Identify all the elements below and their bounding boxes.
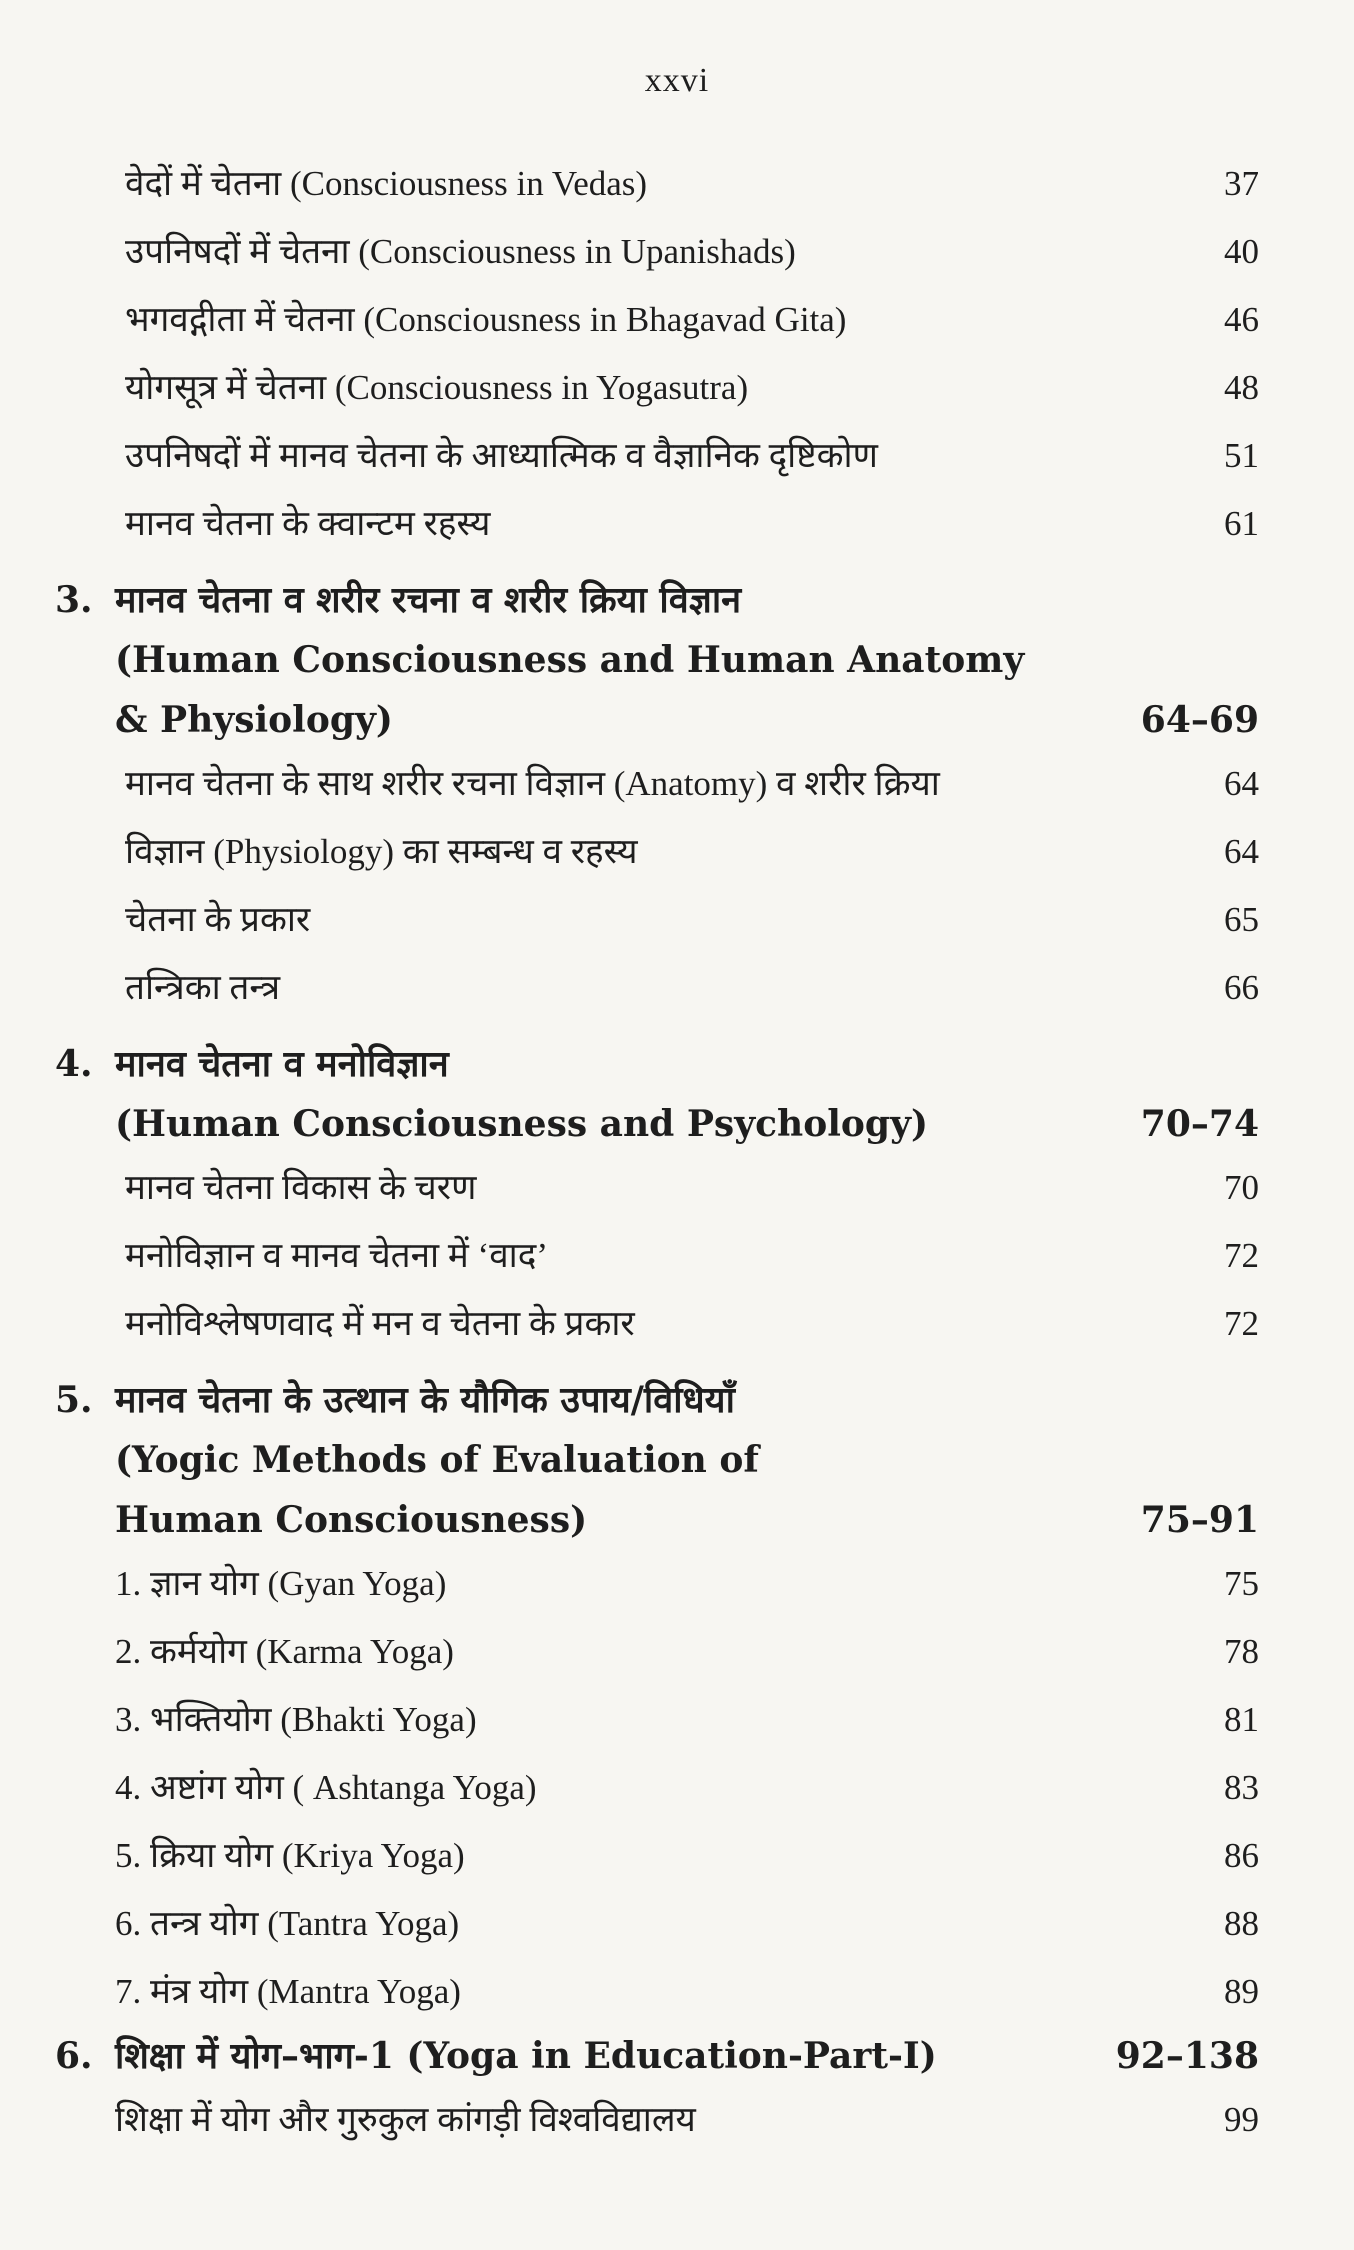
toc-entry xyxy=(0,354,1354,422)
chapter-page-range: 64–69 xyxy=(1140,699,1259,741)
entry-page: 86 xyxy=(1224,1836,1259,1875)
entry-title: 7. मंत्र योग (Mantra Yoga) xyxy=(115,1972,461,2011)
toc-entry xyxy=(0,1222,1354,1290)
entry-page: 61 xyxy=(1224,504,1259,543)
entry-title: 3. भक्तियोग (Bhakti Yoga) xyxy=(115,1700,477,1739)
toc-entry xyxy=(0,1550,1354,1618)
chapter-page-range: 70–74 xyxy=(1140,1103,1259,1145)
entry-page: 46 xyxy=(1224,300,1259,339)
toc-entry xyxy=(0,2086,1354,2154)
entry-page: 40 xyxy=(1224,232,1259,271)
entry-title: शिक्षा में योग और गुरुकुल कांगड़ी विश्वविद्यालय xyxy=(115,2100,696,2139)
chapter-title-line: मानव चेतना व मनोविज्ञान xyxy=(115,1043,449,1085)
entry-page: 72 xyxy=(1224,1236,1259,1275)
entry-page: 65 xyxy=(1224,900,1259,939)
entry-title: 1. ज्ञान योग (Gyan Yoga) xyxy=(115,1564,447,1603)
toc-entry xyxy=(0,1890,1354,1958)
entry-page: 64 xyxy=(1224,832,1259,871)
toc-entry xyxy=(0,218,1354,286)
entry-page: 75 xyxy=(1224,1564,1259,1603)
entry-title: वेदों में चेतना (Consciousness in Vedas) xyxy=(125,164,648,203)
table-of-contents xyxy=(0,150,1354,2154)
chapter-title-line: (Yogic Methods of Evaluation of xyxy=(115,1439,759,1481)
entry-title: उपनिषदों में मानव चेतना के आध्यात्मिक व वैज्ञानिक दृष्टिकोण xyxy=(125,436,878,475)
entry-title: तन्त्रिका तन्त्र xyxy=(125,968,281,1007)
entry-page: 51 xyxy=(1224,436,1259,475)
toc-entry xyxy=(0,1618,1354,1686)
entry-title: 2. कर्मयोग (Karma Yoga) xyxy=(115,1632,454,1671)
chapter-page-range: 92–138 xyxy=(1115,2035,1259,2077)
entry-title: 4. अष्टांग योग ( Ashtanga Yoga) xyxy=(115,1768,537,1807)
entry-title: मानव चेतना विकास के चरण xyxy=(125,1168,477,1207)
entry-page: 81 xyxy=(1224,1700,1259,1739)
entry-page: 64 xyxy=(1224,764,1259,803)
entry-page: 88 xyxy=(1224,1904,1259,1943)
page-number: xxvi xyxy=(644,62,710,99)
entry-page: 72 xyxy=(1224,1304,1259,1343)
toc-entry xyxy=(0,1958,1354,2026)
chapter-page-range: 75–91 xyxy=(1140,1499,1259,1541)
toc-entry xyxy=(0,1154,1354,1222)
chapter-number: 5. xyxy=(55,1379,93,1421)
entry-page: 89 xyxy=(1224,1972,1259,2011)
entry-title: मानव चेतना के साथ शरीर रचना विज्ञान (Anatomy) व शरीर क्रिया xyxy=(125,764,940,803)
toc-entry xyxy=(0,1822,1354,1890)
entry-page: 99 xyxy=(1224,2100,1259,2139)
entry-title: उपनिषदों में चेतना (Consciousness in Upanishads) xyxy=(125,232,796,271)
entry-title: 5. क्रिया योग (Kriya Yoga) xyxy=(115,1836,465,1875)
toc-entry xyxy=(0,422,1354,490)
toc-entry xyxy=(0,818,1354,886)
entry-page: 37 xyxy=(1224,164,1259,203)
toc-entry xyxy=(0,886,1354,954)
chapter-title-line: Human Consciousness) xyxy=(115,1499,588,1541)
toc-entry xyxy=(0,954,1354,1022)
entry-title: मानव चेतना के क्वान्टम रहस्य xyxy=(125,504,491,543)
chapter-title-line: शिक्षा में योग–भाग-1 (Yoga in Education-Part-I) xyxy=(115,2035,937,2077)
toc-entry xyxy=(0,150,1354,218)
entry-page: 78 xyxy=(1224,1632,1259,1671)
entry-title: योगसूत्र में चेतना (Consciousness in Yogasutra) xyxy=(125,368,749,407)
chapter-6-heading xyxy=(0,2026,1354,2086)
chapter-3-heading xyxy=(0,570,1354,750)
entry-title: 6. तन्त्र योग (Tantra Yoga) xyxy=(115,1904,460,1943)
chapter-title-line: (Human Consciousness and Human Anatomy xyxy=(115,639,1025,681)
toc-entry xyxy=(0,490,1354,558)
chapter-title-line: मानव चेतना के उत्थान के यौगिक उपाय/विधियाँ xyxy=(115,1379,735,1421)
entry-page: 66 xyxy=(1224,968,1259,1007)
toc-entry xyxy=(0,750,1354,818)
entry-title: चेतना के प्रकार xyxy=(125,900,311,939)
entry-title: विज्ञान (Physiology) का सम्बन्ध व रहस्य xyxy=(125,832,638,871)
chapter-title-line: मानव चेतना व शरीर रचना व शरीर क्रिया विज्ञान xyxy=(115,579,742,621)
chapter-4-heading xyxy=(0,1034,1354,1154)
chapter-5-heading xyxy=(0,1370,1354,1550)
entry-page: 48 xyxy=(1224,368,1259,407)
entry-title: मनोविश्लेषणवाद में मन व चेतना के प्रकार xyxy=(125,1304,635,1343)
entry-title: मनोविज्ञान व मानव चेतना में ‘वाद’ xyxy=(125,1236,548,1275)
toc-entry xyxy=(0,1290,1354,1358)
entry-page: 70 xyxy=(1224,1168,1259,1207)
chapter-title-line: & Physiology) xyxy=(115,699,393,741)
toc-entry xyxy=(0,1686,1354,1754)
toc-entry xyxy=(0,1754,1354,1822)
chapter-title-line: (Human Consciousness and Psychology) xyxy=(115,1103,929,1145)
chapter-number: 3. xyxy=(55,579,93,621)
chapter-number: 4. xyxy=(55,1043,93,1085)
chapter-number: 6. xyxy=(55,2035,93,2077)
entry-page: 83 xyxy=(1224,1768,1259,1807)
toc-entry xyxy=(0,286,1354,354)
entry-title: भगवद्गीता में चेतना (Consciousness in Bhagavad Gita) xyxy=(125,300,847,339)
